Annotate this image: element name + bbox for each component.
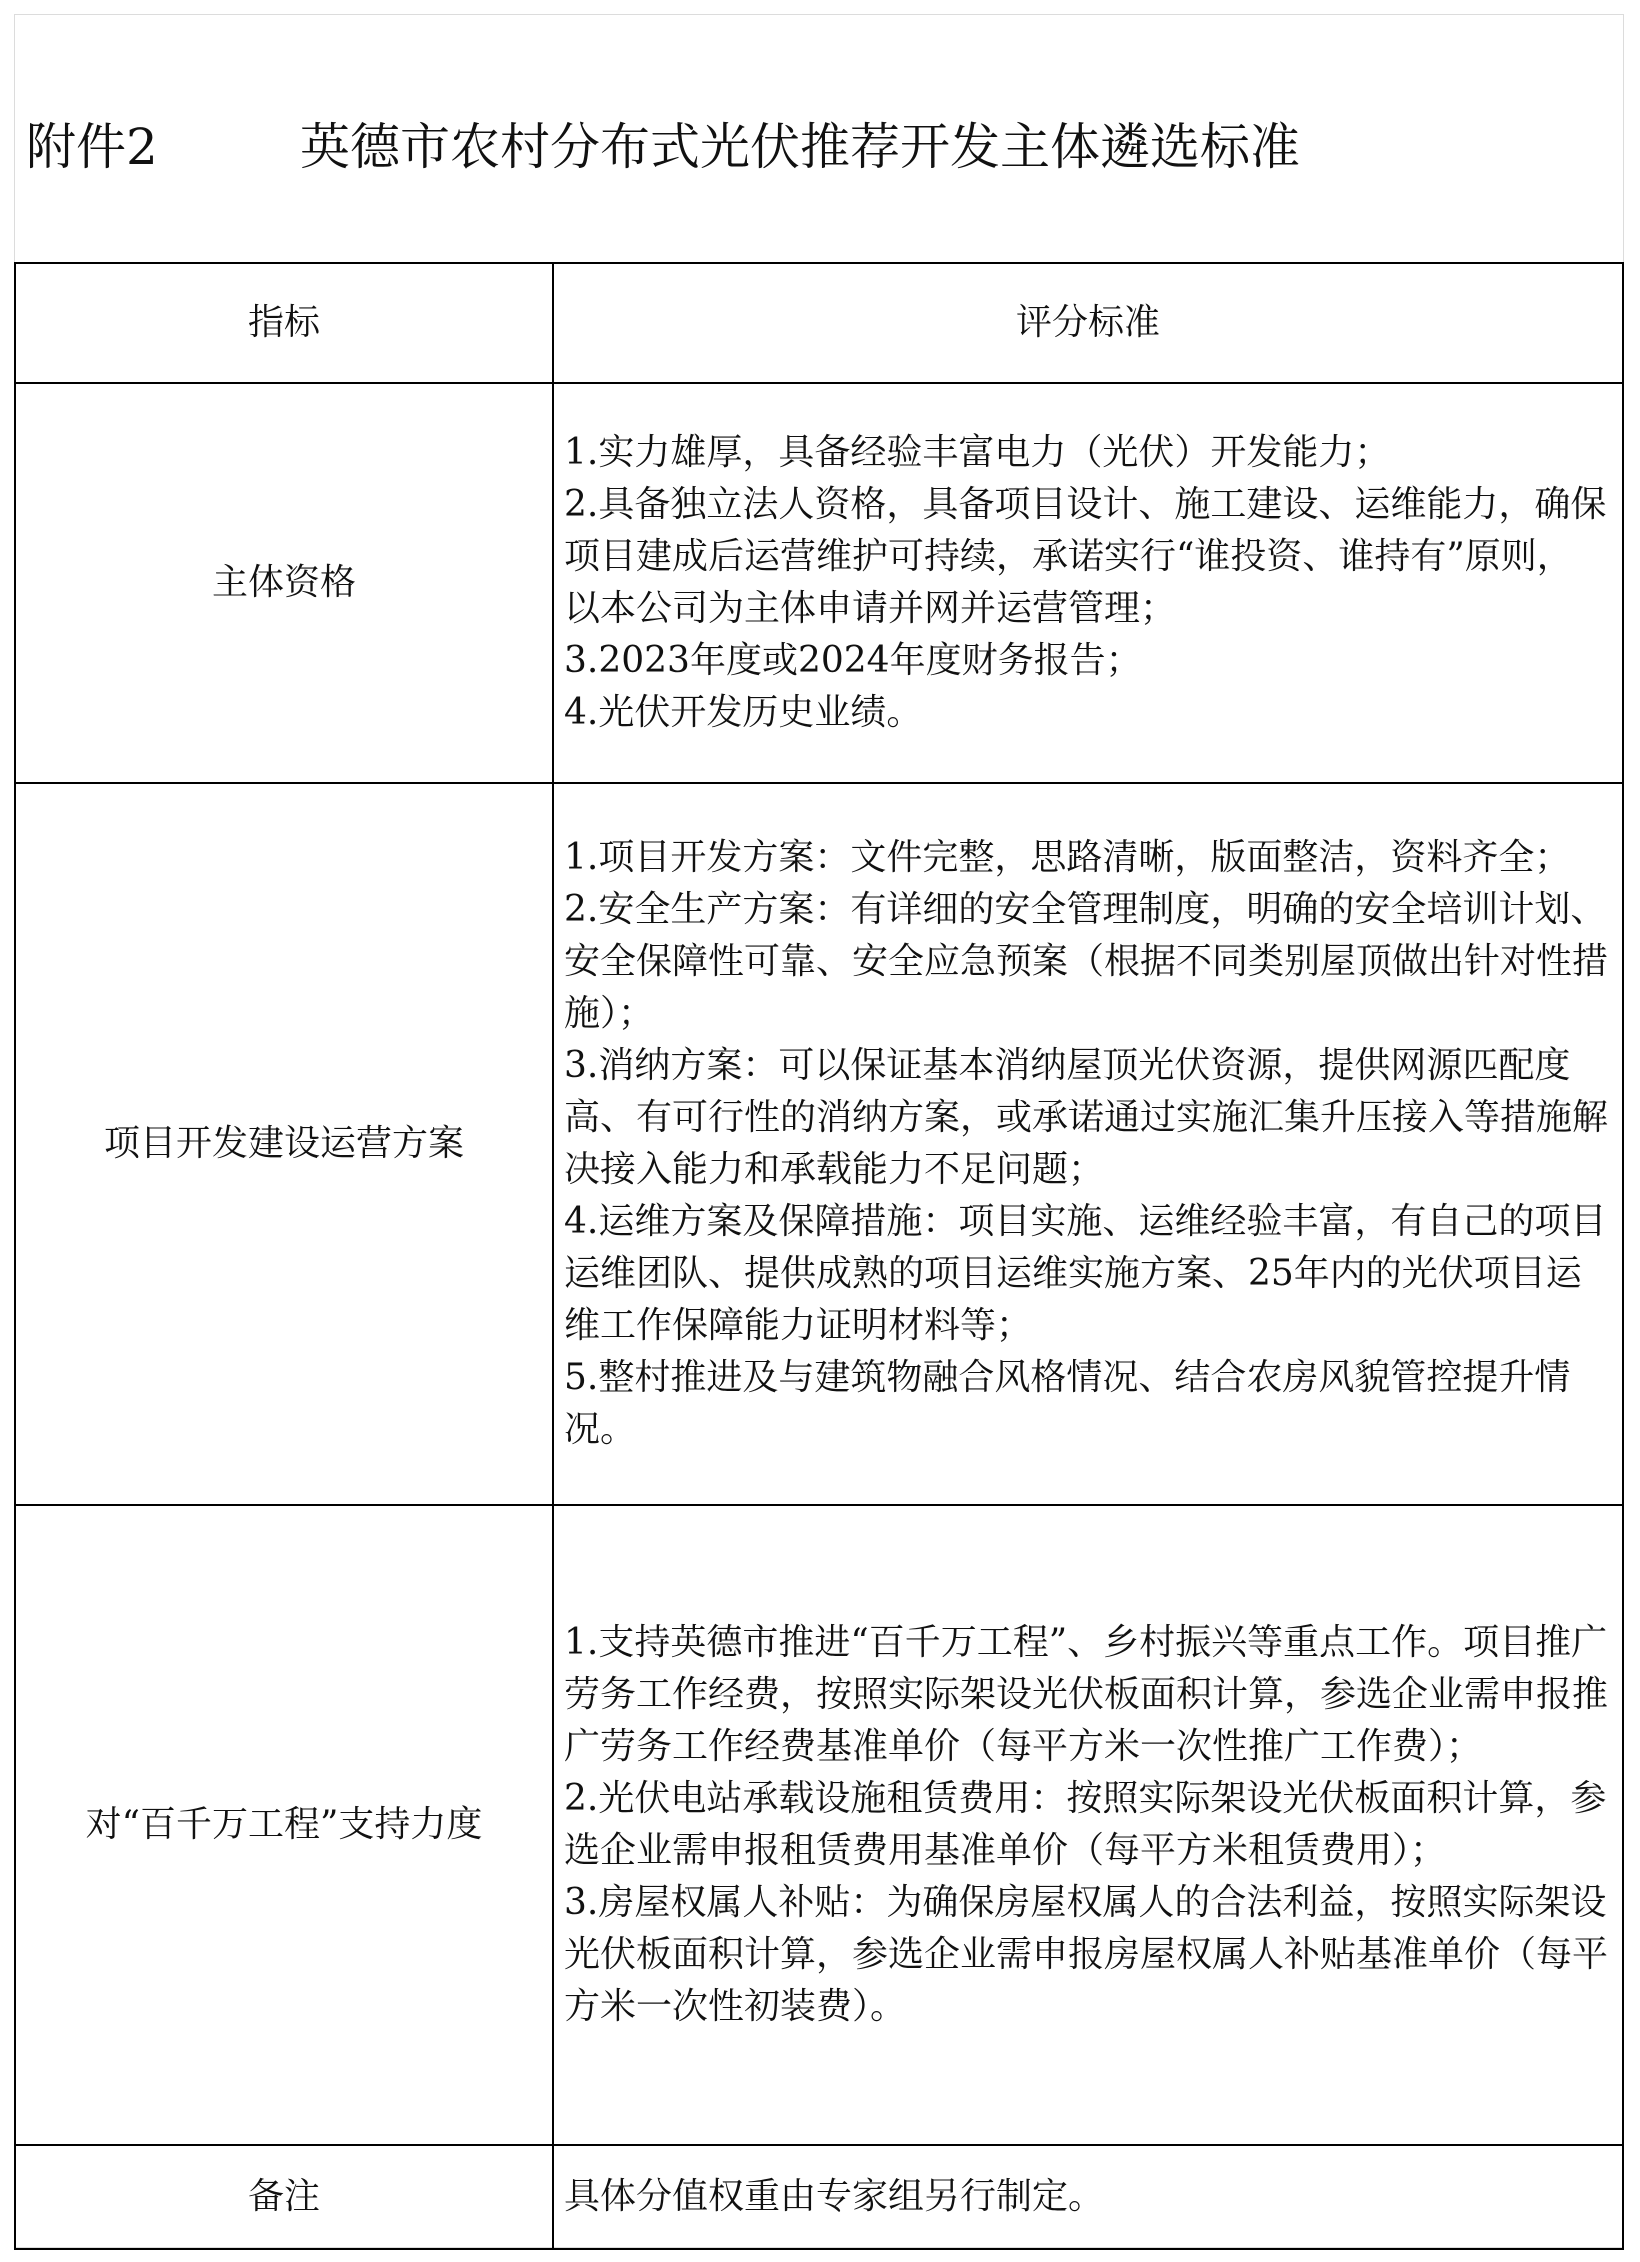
criteria-item: 3.消纳方案：可以保证基本消纳屋顶光伏资源，提供网源匹配度高、有可行性的消纳方案，或承诺通过实施汇集升压接入等措施解决接入能力和承载能力不足问题； — [564, 1045, 1609, 1190]
criteria-item: 5.整村推进及与建筑物融合风格情况、结合农房风貌管控提升情况。 — [564, 1357, 1571, 1450]
criteria-item: 2.安全生产方案：有详细的安全管理制度，明确的安全培训计划、安全保障性可靠、安全应急预案（根据不同类别屋顶做出针对性措施）； — [564, 889, 1609, 1034]
document-header — [26, 112, 1300, 182]
criteria-table — [14, 262, 1624, 2250]
indicator-cell: 项目开发建设运营方案 — [15, 783, 553, 1505]
header-indicator: 指标 — [15, 263, 553, 383]
criteria-cell — [553, 383, 1623, 783]
table-row — [15, 1505, 1623, 2145]
criteria-item: 1.项目开发方案：文件完整，思路清晰，版面整洁，资料齐全； — [564, 837, 1571, 878]
criteria-cell — [553, 2145, 1623, 2249]
criteria-item: 1.实力雄厚，具备经验丰富电力（光伏）开发能力； — [564, 432, 1391, 473]
indicator-cell: 主体资格 — [15, 383, 553, 783]
criteria-cell — [553, 783, 1623, 1505]
indicator-cell: 对“百千万工程”支持力度 — [15, 1505, 553, 2145]
table-header-row — [15, 263, 1623, 383]
document-title: 英德市农村分布式光伏推荐开发主体遴选标准 — [300, 118, 1300, 176]
table-row — [15, 2145, 1623, 2249]
table-row — [15, 383, 1623, 783]
criteria-item: 4.运维方案及保障措施：项目实施、运维经验丰富，有自己的项目运维团队、提供成熟的项目运维实施方案、25年内的光伏项目运维工作保障能力证明材料等； — [564, 1201, 1607, 1346]
criteria-cell — [553, 1505, 1623, 2145]
attachment-label: 附件2 — [26, 118, 158, 176]
criteria-item: 3.房屋权属人补贴：为确保房屋权属人的合法利益，按照实际架设光伏板面积计算，参选企业需申报房屋权属人补贴基准单价（每平方米一次性初装费）。 — [564, 1882, 1609, 2027]
table-row — [15, 783, 1623, 1505]
indicator-cell: 备注 — [15, 2145, 553, 2249]
criteria-item: 4.光伏开发历史业绩。 — [564, 692, 923, 733]
criteria-item: 3.2023年度或2024年度财务报告； — [564, 640, 1142, 681]
header-criteria: 评分标准 — [553, 263, 1623, 383]
criteria-item: 具体分值权重由专家组另行制定。 — [564, 2176, 1105, 2217]
criteria-item: 1.支持英德市推进“百千万工程”、乡村振兴等重点工作。项目推广劳务工作经费，按照实际架设光伏板面积计算，参选企业需申报推广劳务工作经费基准单价（每平方米一次性推广工作费）； — [564, 1622, 1609, 1767]
criteria-item: 2.光伏电站承载设施租赁费用：按照实际架设光伏板面积计算，参选企业需申报租赁费用基准单价（每平方米租赁费用）； — [564, 1778, 1607, 1871]
criteria-item: 2.具备独立法人资格，具备项目设计、施工建设、运维能力，确保项目建成后运营维护可持续，承诺实行“谁投资、谁持有”原则，以本公司为主体申请并网并运营管理； — [564, 484, 1607, 629]
